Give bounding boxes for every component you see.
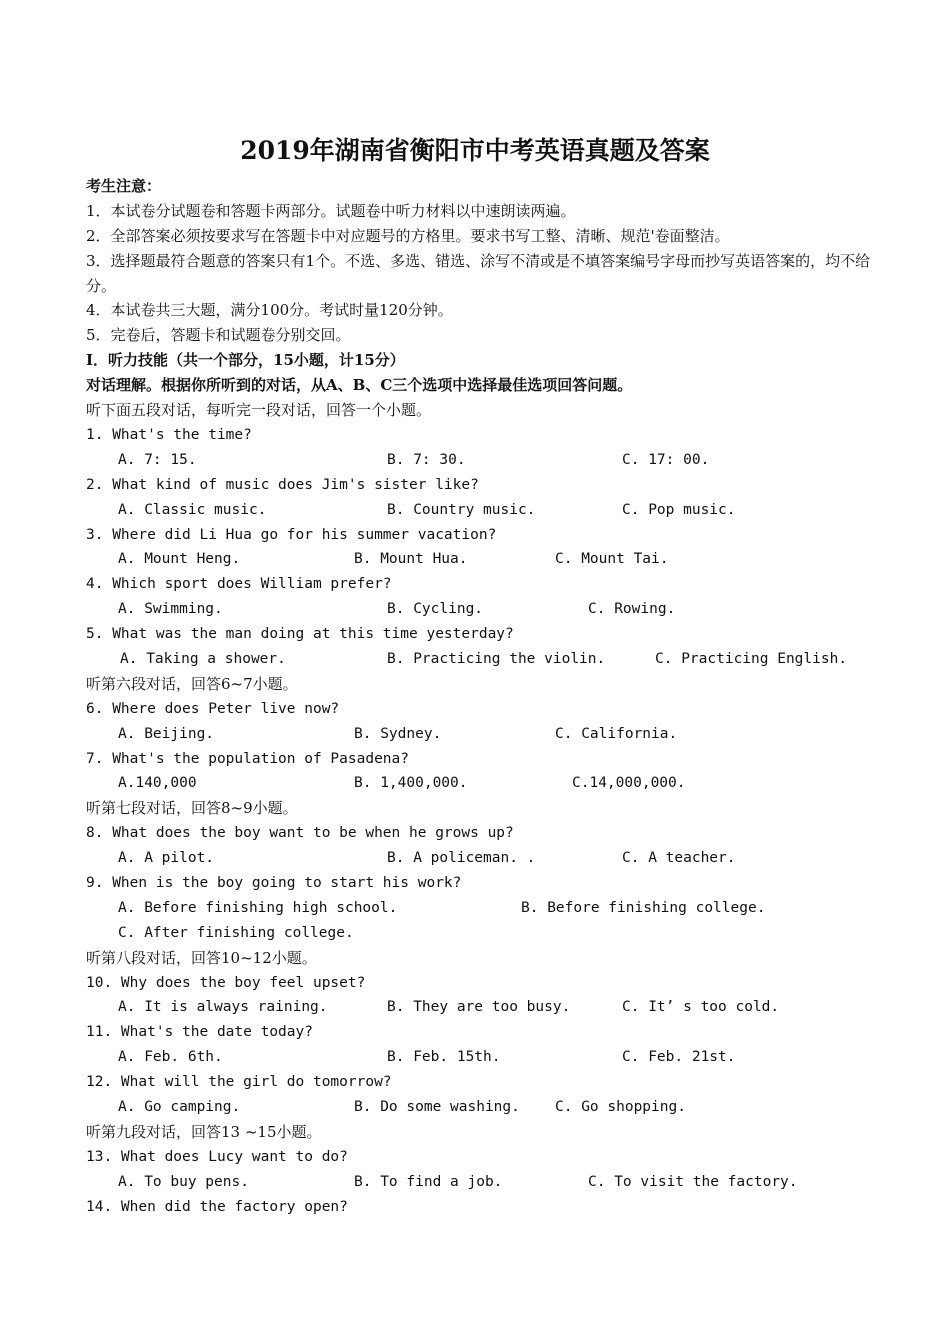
notice-item: 4．本试卷共三大题，满分100分。考试时量120分钟。 (86, 301, 453, 320)
option-a: A. Feb. 6th. (118, 1049, 223, 1066)
group-intro: 听第六段对话，回答6~7小题。 (86, 674, 298, 693)
option-b: B. They are too busy. (387, 999, 571, 1016)
question-options (86, 1095, 876, 1120)
page-title: 2019年湖南省衡阳市中考英语真题及答案 (240, 136, 710, 165)
option-b: B. Country music. (387, 501, 536, 518)
option-b: B. 1,400,000. (354, 775, 468, 792)
option-a: A. It is always raining. (118, 999, 328, 1016)
question-options (86, 921, 876, 946)
question-options (86, 722, 876, 747)
option-c: C. To visit the factory. (588, 1173, 798, 1190)
question-text: 7. What's the population of Pasadena? (86, 750, 410, 767)
question-options (86, 846, 876, 871)
question-options (86, 448, 876, 473)
option-c: C. Go shopping. (555, 1098, 686, 1115)
option-a: A. Before finishing high school. (118, 899, 398, 916)
question-text: 3. Where did Li Hua go for his summer vacation? (86, 526, 497, 543)
question-text: 11. What's the date today? (86, 1024, 313, 1041)
option-a: A.140,000 (118, 775, 197, 792)
question-options (86, 995, 876, 1020)
question-text: 8. What does the boy want to be when he grows up? (86, 825, 514, 842)
question-options (86, 597, 876, 622)
question-text: 9. When is the boy going to start his work? (86, 874, 462, 891)
option-b: B. 7: 30. (387, 451, 466, 468)
question-text: 5. What was the man doing at this time yesterday? (86, 626, 514, 643)
option-c: C. Practicing English. (655, 650, 848, 667)
group-intro: 听第七段对话，回答8~9小题。 (86, 799, 298, 818)
option-a: A. Go camping. (118, 1098, 241, 1115)
option-c: C. Rowing. (588, 601, 676, 618)
option-a: A. A pilot. (118, 850, 215, 867)
option-c: C. It’ s too cold. (622, 999, 780, 1016)
option-b: B. Cycling. (387, 601, 484, 618)
question-text: 4. Which sport does William prefer? (86, 576, 392, 593)
option-c: C. 17: 00. (622, 451, 710, 468)
notice-item: 3．选择题最符合题意的答案只有1个。不选、多选、错选、涂写不清或是不填答案编号字母而抄写英语答案的，均不给分。 (86, 251, 871, 295)
option-c: C. Feb. 21st. (622, 1049, 736, 1066)
group-intro: 听第八段对话，回答10~12小题。 (86, 948, 317, 967)
option-b: B. To find a job. (354, 1173, 503, 1190)
option-a: A. Taking a shower. (120, 650, 286, 667)
option-a: A. 7: 15. (118, 451, 197, 468)
question-options (86, 1170, 876, 1195)
question-options (86, 1045, 876, 1070)
notice-item: 2．全部答案必须按要求写在答题卡中对应题号的方格里。要求书写工整、清晰、规范'卷面整洁。 (86, 226, 730, 245)
option-b: B. Sydney. (354, 725, 442, 742)
option-b: B. A policeman. . (387, 850, 536, 867)
question-text: 1. What's the time? (86, 426, 252, 443)
question-options (86, 547, 876, 572)
question-text: 6. Where does Peter live now? (86, 700, 340, 717)
question-options (86, 771, 876, 796)
document-body (86, 174, 876, 1219)
section-instruction: 对话理解。根据你所听到的对话，从A、B、C三个选项中选择最佳选项回答问题。 (86, 376, 633, 395)
question-text: 10. Why does the boy feel upset? (86, 974, 366, 991)
option-b: B. Feb. 15th. (387, 1049, 501, 1066)
question-options (86, 896, 876, 921)
question-text: 14. When did the factory open? (86, 1198, 348, 1215)
notice-heading: 考生注意： (86, 177, 162, 195)
section-heading: I．听力技能（共一个部分，15小题，计15分） (86, 351, 405, 370)
group-intro: 听第九段对话，回答13 ~15小题。 (86, 1122, 322, 1141)
option-a: A. Beijing. (118, 725, 215, 742)
question-text: 13. What does Lucy want to do? (86, 1148, 348, 1165)
question-text: 2. What kind of music does Jim's sister like? (86, 476, 479, 493)
option-b: B. Mount Hua. (354, 551, 468, 568)
option-c: C.14,000,000. (572, 775, 686, 792)
question-options (86, 647, 876, 672)
question-options (86, 498, 876, 523)
notice-item: 1．本试卷分试题卷和答题卡两部分。试题卷中听力材料以中速朗读两遍。 (86, 201, 576, 220)
option-c: C. After finishing college. (118, 924, 354, 941)
option-c: C. Mount Tai. (555, 551, 669, 568)
question-text: 12. What will the girl do tomorrow? (86, 1074, 392, 1091)
option-a: A. Classic music. (118, 501, 267, 518)
group-intro: 听下面五段对话，每听完一段对话，回答一个小题。 (86, 401, 432, 420)
option-b: B. Practicing the violin. (387, 650, 606, 667)
option-c: C. California. (555, 725, 678, 742)
option-c: C. Pop music. (622, 501, 736, 518)
option-a: A. Mount Heng. (118, 551, 241, 568)
notice-item: 5．完卷后，答题卡和试题卷分别交回。 (86, 326, 351, 345)
option-c: C. A teacher. (622, 850, 736, 867)
option-a: A. Swimming. (118, 601, 223, 618)
option-b: B. Before finishing college. (521, 899, 766, 916)
option-b: B. Do some washing. (354, 1098, 520, 1115)
option-a: A. To buy pens. (118, 1173, 249, 1190)
